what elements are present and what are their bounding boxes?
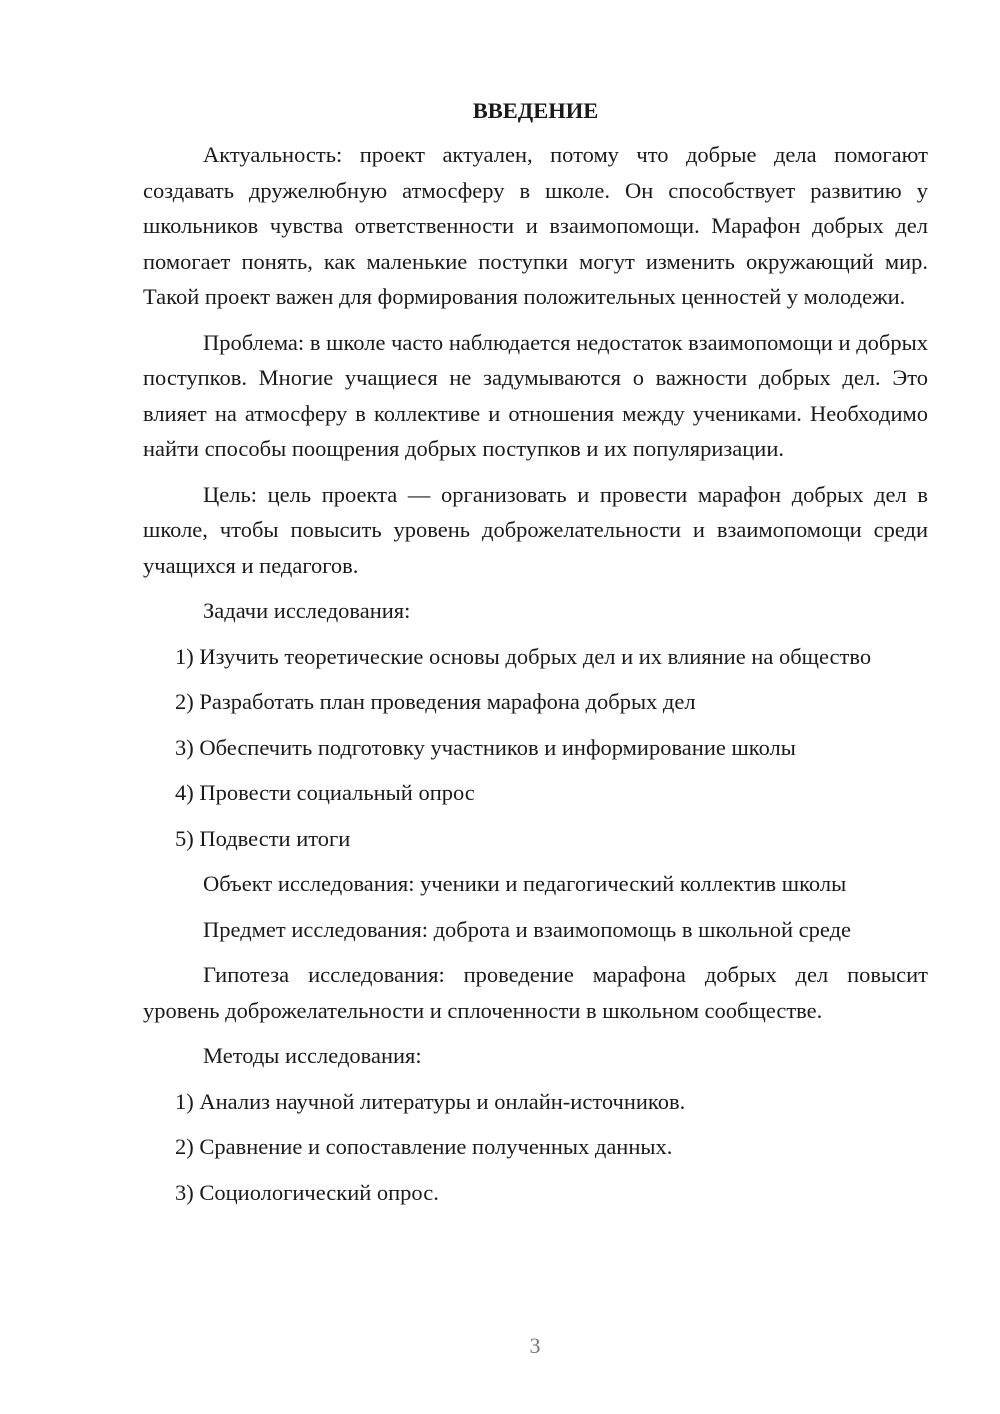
- list-item: 2) Разработать план проведения марафона добрых дел: [175, 689, 696, 714]
- list-item: 1) Изучить теоретические основы добрых дел и их влияние на общество: [175, 643, 872, 669]
- problem-paragraph: Проблема: в школе часто наблюдается недостаток взаимопомощи и добрых поступков. Многие учащиеся не задумываются о важности добрых дел. Это влияет на атмосферу в коллективе и отношения между учениками. Необходимо найти способы поощрения добрых поступков и их популяризации.: [143, 329, 928, 461]
- list-item: 4) Провести социальный опрос: [175, 780, 475, 805]
- page-content: [143, 95, 928, 1220]
- list-item: 3) Социологический опрос.: [175, 1179, 439, 1205]
- section-title: ВВЕДЕНИЕ: [472, 98, 599, 123]
- list-item: 1) Анализ научной литературы и онлайн-источников.: [175, 1088, 686, 1114]
- hypothesis-paragraph: Гипотеза исследования: проведение марафона добрых дел повысит уровень доброжелательности и сплоченности в школьном сообществе.: [143, 962, 928, 1023]
- research-subject: Предмет исследования: доброта и взаимопомощь в школьной среде: [203, 916, 852, 942]
- page-number: 3: [529, 1333, 541, 1358]
- methods-list: [143, 1084, 928, 1211]
- methods-heading: Методы исследования:: [203, 1043, 422, 1068]
- list-item: 2) Сравнение и сопоставление полученных данных.: [175, 1134, 673, 1159]
- list-item: 5) Подвести итоги: [175, 825, 351, 851]
- tasks-heading: Задачи исследования:: [203, 598, 411, 623]
- relevance-paragraph: Актуальность: проект актуален, потому что добрые дела помогают создавать дружелюбную атмосферу в школе. Он способствует развитию у школьников чувства ответственности и взаимопомощи. Марафон добрых дел помогает понять, как маленькие поступки могут изменить окружающий мир. Такой проект важен для формирования положительных ценностей у молодежи.: [143, 142, 928, 309]
- tasks-list: [143, 639, 928, 857]
- research-object: Объект исследования: ученики и педагогический коллектив школы: [203, 871, 847, 896]
- list-item: 3) Обеспечить подготовку участников и информирование школы: [175, 734, 796, 760]
- goal-paragraph: Цель: цель проекта — организовать и провести марафон добрых дел в школе, чтобы повысить уровень доброжелательности и взаимопомощи среди учащихся и педагогов.: [143, 481, 928, 578]
